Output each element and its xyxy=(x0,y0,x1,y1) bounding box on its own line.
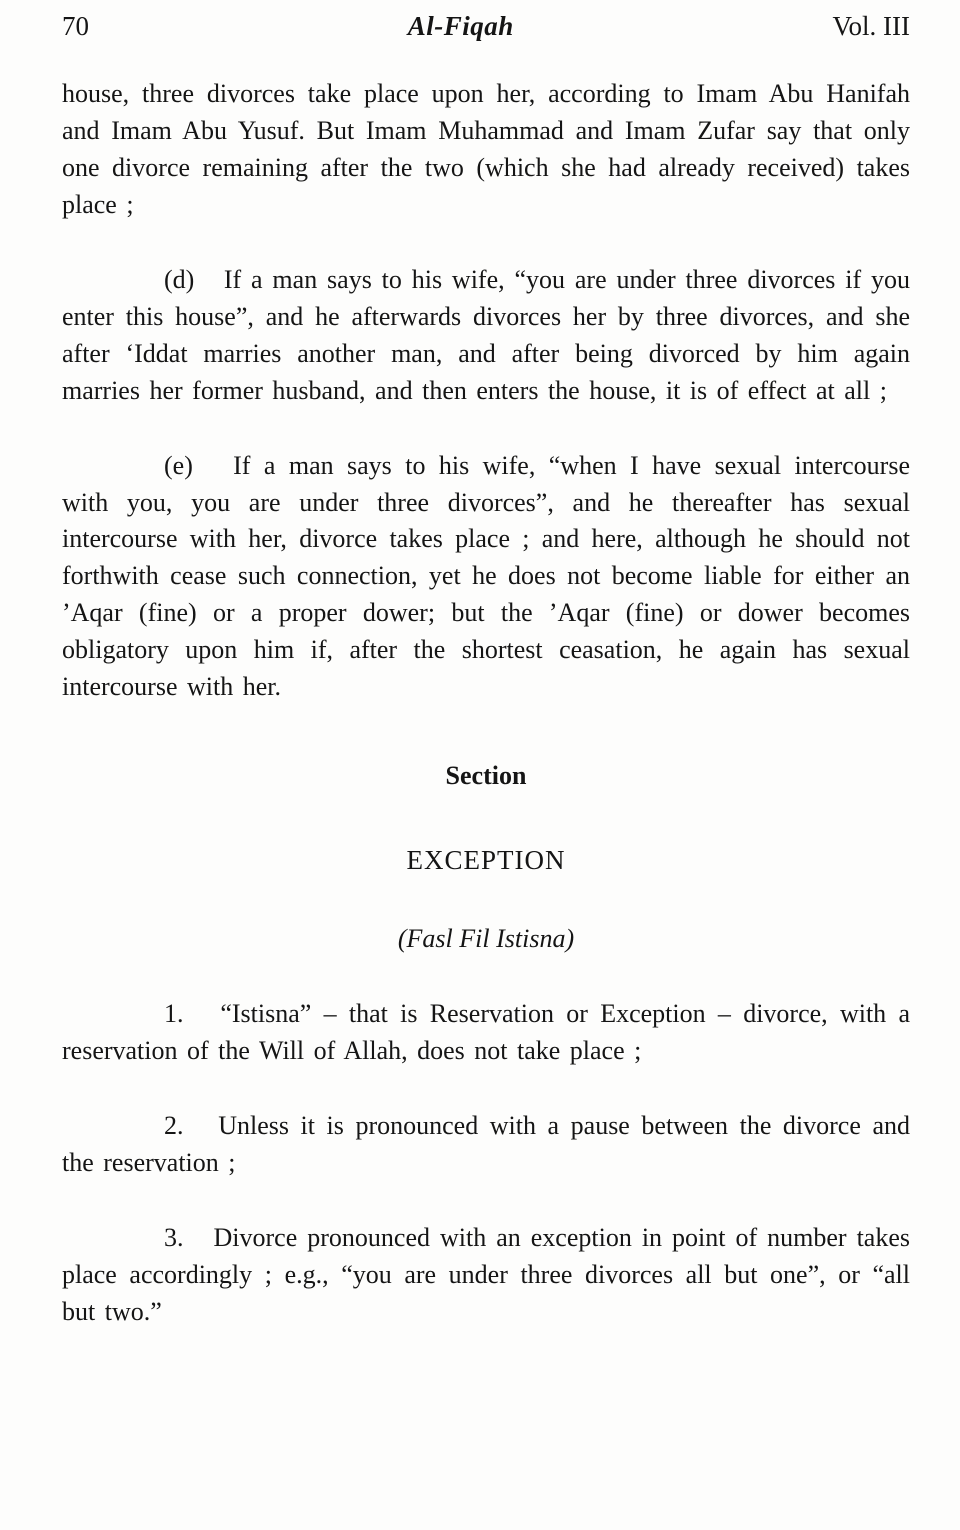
page-header xyxy=(62,10,910,42)
numbered-paragraph-1: 1. “Istisna” – that is Reservation or Exception – divorce, with a reservation of the Will of Allah, does not take place ; xyxy=(62,999,910,1066)
page-body xyxy=(62,76,910,1330)
paragraph-continuation: house, three divorces take place upon her, according to Imam Abu Hanifah and Imam Abu Yusuf. But Imam Muhammad and Imam Zufar say that only one divorce remaining after the two (which she had already received) takes place ; xyxy=(62,79,910,220)
paragraph-clause-e: (e) If a man says to his wife, “when I have sexual intercourse with you, you are under three divorces”, and he thereafter has sexual intercourse with her, divorce takes place ; and here, although he should not forthwith cease such connection, yet he does not become liable for either an ’Aqar (fine) or a proper dower; but the ’Aqar (fine) or dower becomes obligatory upon him if, after the shortest ceasation, he again has sexual intercourse with her. xyxy=(62,450,910,702)
volume-label: Vol. III xyxy=(832,11,910,41)
numbered-paragraph-2: 2. Unless it is pronounced with a pause between the divorce and the reservation ; xyxy=(62,1110,910,1177)
book-title: Al-Fiqah xyxy=(407,11,514,41)
page-number: 70 xyxy=(62,11,89,41)
section-title: EXCEPTION xyxy=(406,844,566,875)
section-subtitle: (Fasl Fil Istisna) xyxy=(397,924,575,954)
numbered-paragraph-3: 3. Divorce pronounced with an exception in point of number takes place accordingly ; e.g., “you are under three divorces all but one”, or “all but two.” xyxy=(62,1222,910,1326)
paragraph-clause-d: (d) If a man says to his wife, “you are under three divorces if you enter this house”, and he afterwards divorces her by three divorces, and she after ‘Iddat marries another man, and after being divorced by him again marries her former husband, and then enters the house, it is of effect at all ; xyxy=(62,265,910,405)
section-heading: Section xyxy=(445,760,527,790)
